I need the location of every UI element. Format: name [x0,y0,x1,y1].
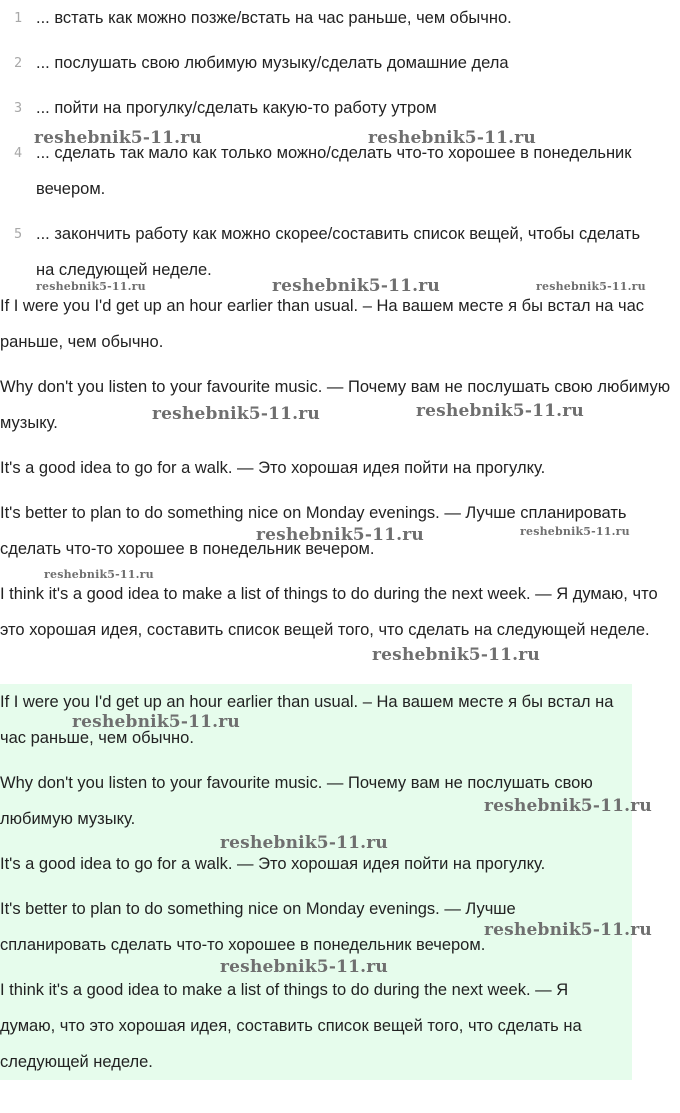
watermark: reshebnik5-11.ru [220,833,388,853]
answer-paragraph: I think it's a good idea to make a list of things to do during the next week. — Я думаю, что это хорошая идея, составить список вещей того, что сделать на следующей неделе. [0,585,658,639]
list-number: 1 [14,10,23,26]
list-text: ... послушать свою любимую музыку/сделать домашние дела [36,54,509,72]
watermark: reshebnik5-11.ru [256,525,424,545]
watermark: reshebnik5-11.ru [484,796,652,816]
answer-paragraph: It's a good idea to go for a walk. — Это хорошая идея пойти на прогулку. [0,855,546,873]
watermark: reshebnik5-11.ru [272,276,440,296]
watermark: reshebnik5-11.ru [220,957,388,977]
answer-paragraph: It's better to plan to do something nice on Monday evenings. — Лучше спланировать сделать что-то хорошее в понедельник вечером. [0,900,516,954]
list-number: 2 [14,55,23,71]
watermark: reshebnik5-11.ru [34,128,202,148]
list-text: ... пойти на прогулку/сделать какую-то работу утром [36,99,437,117]
answer-paragraph: It's a good idea to go for a walk. — Это хорошая идея пойти на прогулку. [0,459,546,477]
watermark: reshebnik5-11.ru [536,280,646,293]
watermark: reshebnik5-11.ru [368,128,536,148]
answer-paragraph: If I were you I'd get up an hour earlier than usual. – На вашем месте я бы встал на час раньше, чем обычно. [0,297,645,351]
list-text: ... встать как можно позже/встать на час раньше, чем обычно. [36,9,512,27]
watermark: reshebnik5-11.ru [72,712,240,732]
watermark: reshebnik5-11.ru [484,920,652,940]
answer-paragraph: Why don't you listen to your favourite music. — Почему вам не послушать свою любимую музыку. [0,378,671,432]
watermark: reshebnik5-11.ru [416,401,584,421]
list-number: 5 [14,226,23,242]
watermark: reshebnik5-11.ru [372,645,540,665]
watermark: reshebnik5-11.ru [152,404,320,424]
watermark: reshebnik5-11.ru [44,568,154,581]
list-number: 3 [14,100,23,116]
answer-paragraph: Why don't you listen to your favourite music. — Почему вам не послушать свою любимую музыку. [0,774,593,828]
answer-paragraph: I think it's a good idea to make a list of things to do during the next week. — Я думаю, что это хорошая идея, составить список вещей того, что сделать на следующей неделе. [0,981,582,1071]
answer-paragraph: If I were you I'd get up an hour earlier than usual. – На вашем месте я бы встал на час раньше, чем обычно. [0,693,614,747]
list-text: ... сделать так мало как только можно/сделать что-то хорошее в понедельник вечером. [36,144,632,198]
watermark: reshebnik5-11.ru [36,280,146,293]
highlighted-answer-block [0,684,632,1080]
list-text: ... закончить работу как можно скорее/составить список вещей, чтобы сделать на следующей неделе. [36,225,641,279]
answer-paragraph: It's better to plan to do something nice on Monday evenings. — Лучше спланировать сделать что-то хорошее в понедельник вечером. [0,504,627,558]
list-number: 4 [14,145,23,161]
watermark: reshebnik5-11.ru [520,525,630,538]
